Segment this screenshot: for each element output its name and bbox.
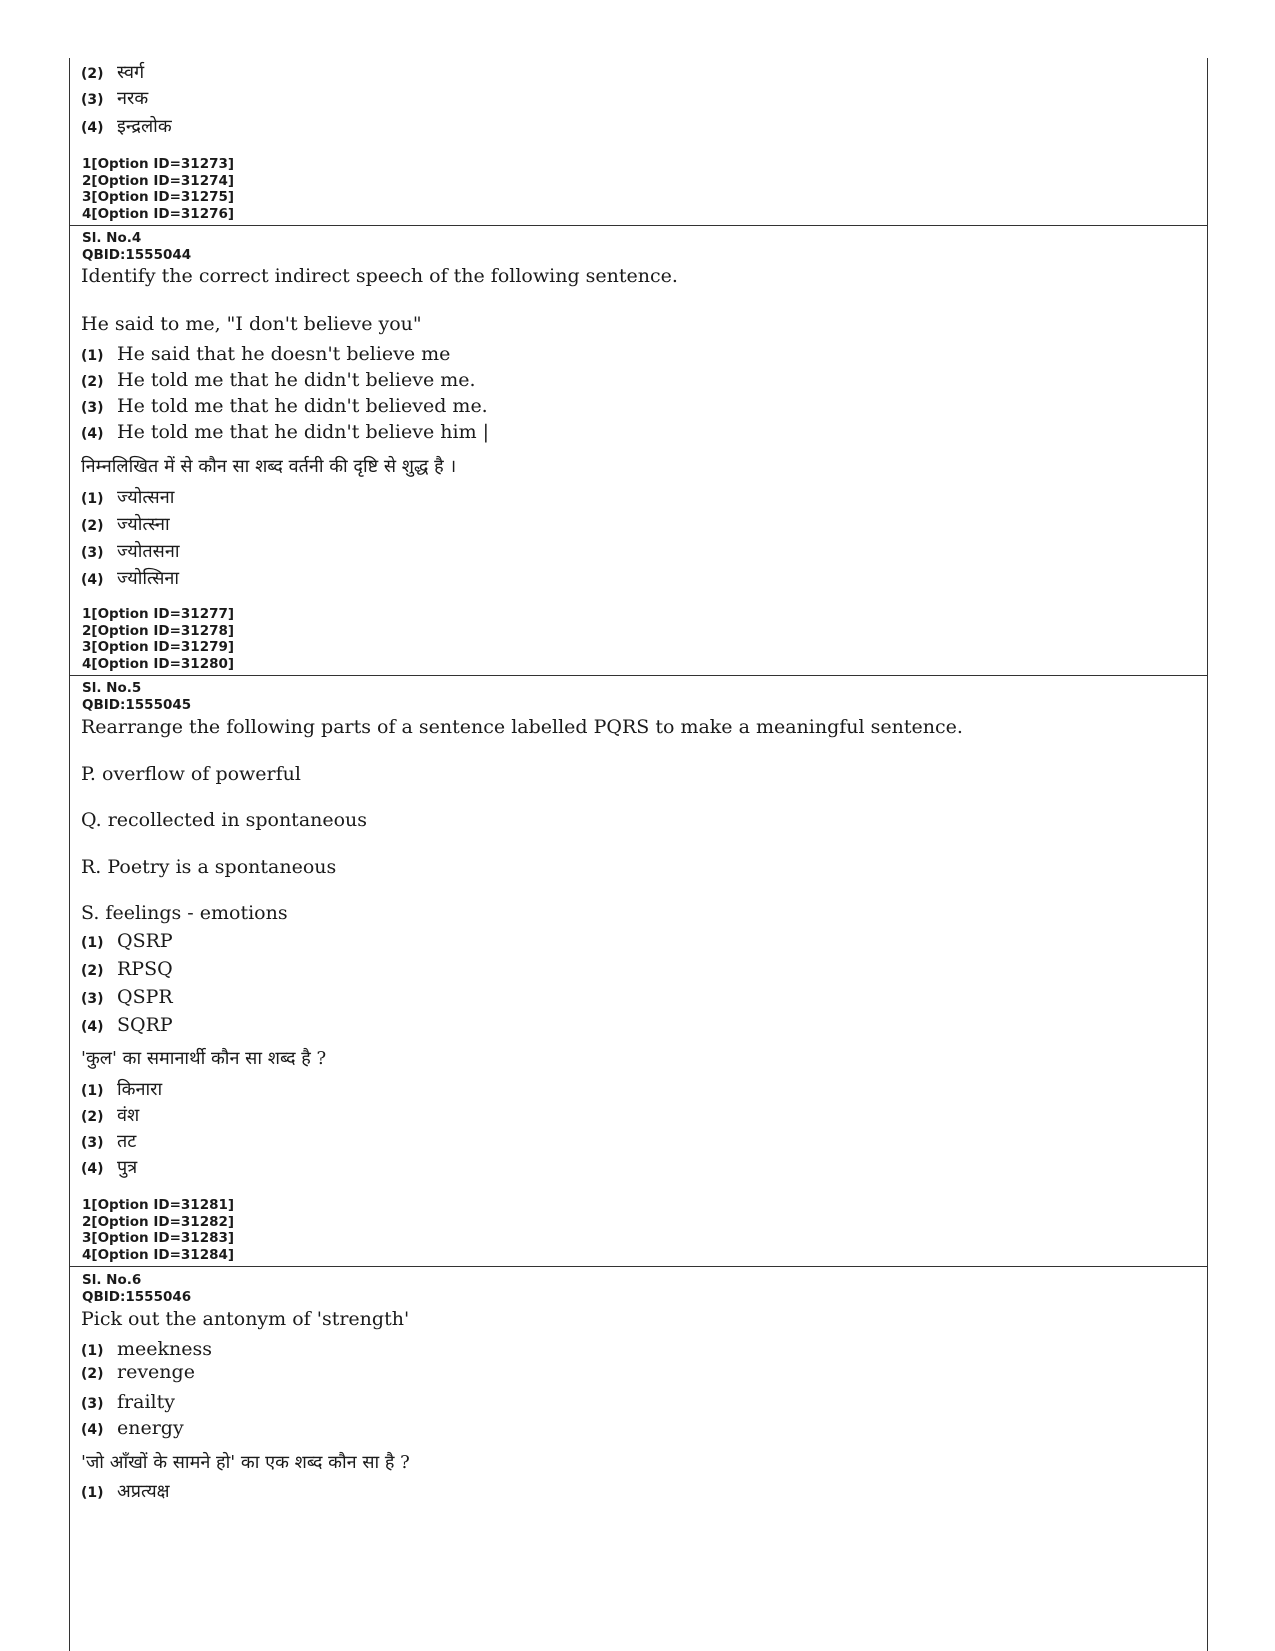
question-header: Sl. No.5 QBID:1555045 (82, 680, 192, 713)
divider (70, 1266, 1207, 1267)
option-line: (4) इन्द्रलोक (81, 116, 172, 137)
option-line: (4) energy (81, 1417, 184, 1439)
sentence-part-q: Q. recollected in spontaneous (81, 809, 368, 831)
option-line: (3) frailty (81, 1391, 175, 1413)
question-text: Pick out the antonym of 'strength' (81, 1308, 410, 1330)
sentence-part-s: S. feelings - emotions (81, 902, 288, 924)
option-line: (2) स्वर्ग (81, 62, 145, 83)
option-line: (1) किनारा (81, 1079, 163, 1100)
question-header: Sl. No.4 QBID:1555044 (82, 230, 192, 263)
question-text: Rearrange the following parts of a sentence labelled PQRS to make a meaningful sentence. (81, 716, 963, 738)
option-line: (3) नरक (81, 88, 149, 109)
option-line: (1) QSRP (81, 930, 173, 952)
option-line: (2) ज्योत्स्ना (81, 514, 170, 535)
option-line: (3) He told me that he didn't believed me. (81, 395, 488, 417)
question-paper (69, 58, 1208, 1651)
question-text-hindi: निम्नलिखित में से कौन सा शब्द वर्तनी की दृष्टि से शुद्ध है । (81, 456, 457, 477)
question-text-hindi: 'कुल' का समानार्थी कौन सा शब्द है ? (81, 1048, 327, 1069)
option-id-list: 1[Option ID=31281] 2[Option ID=31282] 3[Option ID=31283] 4[Option ID=31284] (82, 1197, 235, 1263)
option-line: (1) ज्योत्सना (81, 487, 175, 508)
option-line: (4) पुत्र (81, 1157, 138, 1178)
option-line: (2) He told me that he didn't believe me. (81, 369, 476, 391)
option-line: (4) ज्योत्सिना (81, 568, 180, 589)
divider (70, 225, 1207, 226)
option-line: (3) QSPR (81, 986, 173, 1008)
sentence-part-r: R. Poetry is a spontaneous (81, 856, 337, 878)
option-line: (1) अप्रत्यक्ष (81, 1481, 170, 1502)
option-line: (3) तट (81, 1131, 137, 1152)
question-text-hindi: 'जो आँखों के सामने हो' का एक शब्द कौन सा है ? (81, 1452, 410, 1473)
option-line: (1) meekness (81, 1338, 212, 1360)
sentence-part-p: P. overflow of powerful (81, 763, 301, 785)
option-line: (1) He said that he doesn't believe me (81, 343, 451, 365)
option-line: (3) ज्योतसना (81, 541, 180, 562)
question-text: Identify the correct indirect speech of the following sentence. (81, 265, 678, 287)
question-header: Sl. No.6 QBID:1555046 (82, 1272, 192, 1305)
divider (70, 675, 1207, 676)
option-line: (4) SQRP (81, 1014, 173, 1036)
option-line: (2) revenge (81, 1361, 195, 1383)
option-line: (4) He told me that he didn't believe him | (81, 421, 490, 443)
sentence-text: He said to me, "I don't believe you" (81, 313, 422, 335)
option-line: (2) RPSQ (81, 958, 173, 980)
option-id-list: 1[Option ID=31273] 2[Option ID=31274] 3[Option ID=31275] 4[Option ID=31276] (82, 156, 235, 222)
option-id-list: 1[Option ID=31277] 2[Option ID=31278] 3[Option ID=31279] 4[Option ID=31280] (82, 606, 235, 672)
option-line: (2) वंश (81, 1105, 140, 1126)
